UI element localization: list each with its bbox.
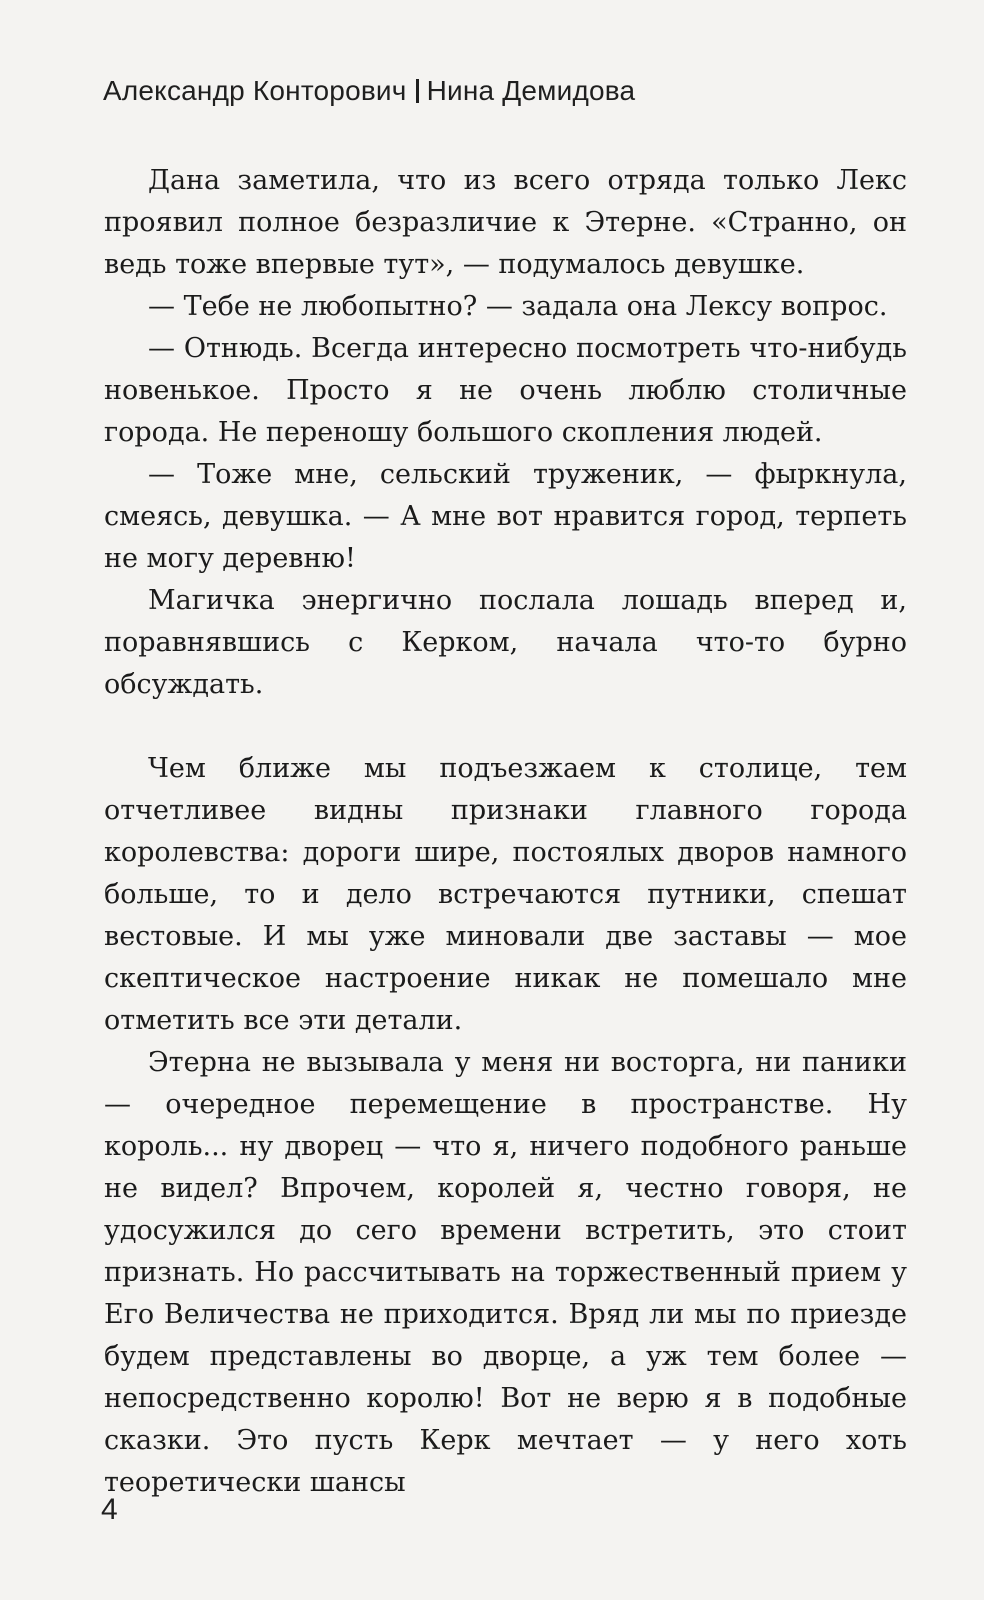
paragraph: Чем ближе мы подъезжаем к столице, тем отчетливее видны признаки главного города королевства: дороги шире, постоялых дворов намного больше, то и дело встречаются путники, спешат вестовые. И мы уже миновали две заставы — мое скептическое настроение никак не помешало мне отметить все эти детали. (104, 753, 907, 1036)
page-number: 4 (101, 1493, 118, 1526)
section-break (104, 706, 907, 748)
author-name-1: Александр Конторович (103, 75, 407, 106)
dialogue-paragraph: — Отнюдь. Всегда интересно посмотреть что-нибудь новенькое. Просто я не очень люблю столичные города. Не переношу большого скопления людей. (104, 333, 907, 448)
paragraph: Этерна не вызывала у меня ни восторга, ни паники — очередное перемещение в пространстве. Ну король... ну дворец — что я, ничего подобного раньше не видел? Впрочем, королей я, честно говоря, не удосужился до сего времени встретить, это стоит признать. Но рассчитывать на торжественный прием у Его Величества не приходится. Вряд ли мы по приезде будем представлены во дворце, а уж тем более — непосредственно королю! Вот не верю я в подобные сказки. Это пусть Керк мечтает — у него хоть теоретически шансы (104, 1047, 907, 1498)
body-text (104, 160, 907, 1504)
dialogue-paragraph: — Тоже мне, сельский труженик, — фыркнула, смеясь, девушка. — А мне вот нравится город, терпеть не могу деревню! (104, 459, 907, 574)
header-separator (416, 79, 419, 103)
dialogue-paragraph: — Тебе не любопытно? — задала она Лексу вопрос. (148, 291, 888, 322)
paragraph: Магичка энергично послала лошадь вперед и, поравнявшись с Керком, начала что-то бурно обсуждать. (104, 585, 907, 700)
author-name-2: Нина Демидова (426, 75, 636, 106)
paragraph: Дана заметила, что из всего отряда только Лекс проявил полное безразличие к Этерне. «Странно, он ведь тоже впервые тут», — подумалось девушке. (104, 165, 907, 280)
running-head (103, 75, 635, 107)
